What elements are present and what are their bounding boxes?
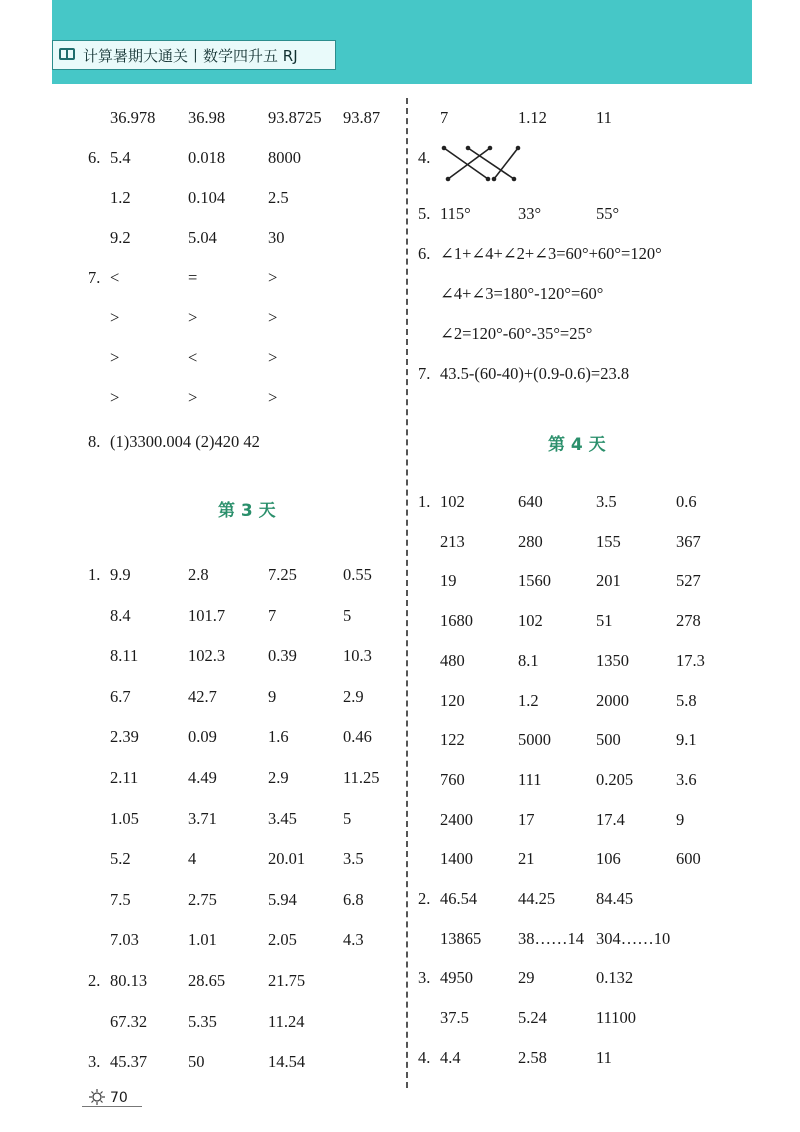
day3-answer-number: 3. [88, 1052, 101, 1072]
left-answer-number: 7. [88, 268, 101, 287]
left-answer-cell: 0.018 [188, 148, 226, 167]
day4-answer-cell: 19 [440, 571, 457, 591]
day4-answer-cell: 120 [440, 690, 465, 710]
diagram-dot [516, 146, 521, 151]
left-answer-cell: = [188, 268, 198, 287]
book-icon [59, 48, 77, 62]
day3-answer-cell: 1.6 [268, 727, 289, 747]
diagram-dot [512, 177, 517, 182]
day4-answer-cell: 1.2 [518, 690, 539, 710]
day3-answer-cell: 5.2 [110, 849, 131, 869]
day3-answer-cell: 5 [343, 808, 352, 828]
day4-answer-cell: 17 [518, 809, 535, 829]
day3-answer-number: 1. [88, 565, 101, 584]
q5-number: 5. [418, 204, 431, 223]
day4-answer-number: 4. [418, 1047, 431, 1067]
day3-answer-cell: 1.05 [110, 808, 139, 828]
left-answer-cell: > [110, 348, 120, 367]
page-number: 70 [110, 1090, 128, 1106]
day4-answer-cell: 280 [518, 531, 543, 551]
day3-answer-cell: 1.01 [188, 930, 217, 950]
day4-answer-cell: 51 [596, 611, 613, 631]
left-answer-cell: 36.978 [110, 108, 156, 127]
day4-answer-cell: 38……14 [518, 928, 584, 948]
q5-cell: 55° [596, 204, 620, 223]
day3-answer-cell: 21.75 [268, 971, 306, 990]
day3-answer-cell: 8.11 [110, 646, 139, 666]
day4-answer-cell: 2000 [596, 690, 629, 710]
day3-answer-number: 2. [88, 971, 101, 990]
day3-answer-cell: 2.05 [268, 930, 297, 950]
day3-answer-cell: 2.39 [110, 727, 139, 747]
day4-answer-cell: 2400 [440, 809, 473, 829]
left-answer-cell: 8000 [268, 148, 301, 167]
day3-answer-cell: 5.94 [268, 889, 297, 909]
left-answer-cell: 1.2 [110, 188, 131, 207]
sun-icon [88, 1088, 106, 1106]
day3-answer-cell: 28.65 [188, 971, 226, 990]
day4-answer-cell: 46.54 [440, 889, 478, 908]
left-answer-cell: < [110, 268, 120, 287]
day3-answer-cell: 20.01 [268, 849, 306, 869]
diagram-dot [442, 146, 447, 151]
day3-answer-cell: 2.75 [188, 889, 217, 909]
footer-rule [82, 1106, 142, 1107]
left-answer-number: 6. [88, 148, 101, 167]
day-3-heading: 第 3 天 [218, 501, 276, 521]
day4-answer-cell: 111 [518, 769, 542, 789]
day3-answer-cell: 7.03 [110, 930, 139, 950]
day3-answer-cell: 9 [268, 686, 277, 706]
day3-answer-cell: 2.11 [110, 768, 139, 787]
day4-answer-cell: 102 [440, 492, 465, 511]
left-answer-cell: > [188, 308, 198, 327]
day4-answer-cell: 9.1 [676, 730, 697, 750]
day4-answer-cell: 1560 [518, 571, 551, 591]
day3-answer-cell: 3.5 [343, 849, 364, 869]
day4-answer-cell: 0.6 [676, 492, 697, 511]
day4-answer-cell: 3.5 [596, 492, 617, 511]
day4-answer-cell: 278 [676, 611, 701, 631]
day4-answer-cell: 1680 [440, 611, 473, 631]
day3-answer-cell: 6.7 [110, 686, 131, 706]
day4-answer-cell: 213 [440, 531, 465, 551]
day3-answer-cell: 5 [343, 605, 352, 625]
day4-answer-cell: 2.58 [518, 1047, 547, 1067]
day4-answer-cell: 13865 [440, 928, 482, 948]
day4-answer-number: 1. [418, 492, 431, 511]
day3-answer-cell: 50 [188, 1052, 205, 1072]
day4-answer-cell: 4950 [440, 968, 473, 988]
day3-answer-cell: 6.8 [343, 889, 364, 909]
left-answer-cell: 9.2 [110, 228, 131, 247]
day3-answer-cell: 4 [188, 849, 197, 869]
day3-answer-cell: 7.5 [110, 889, 131, 909]
left-answer-cell: 93.87 [343, 108, 381, 127]
left-answer-cell: 5.04 [188, 228, 217, 247]
diagram-dot [446, 177, 451, 182]
day4-answer-cell: 155 [596, 531, 621, 551]
day4-answer-cell: 44.25 [518, 889, 556, 908]
day4-answer-cell: 3.6 [676, 769, 697, 789]
day3-answer-cell: 8.4 [110, 605, 131, 625]
day3-answer-cell: 11.24 [268, 1011, 305, 1031]
day3-answer-cell: 11.25 [343, 768, 380, 787]
day3-answer-cell: 67.32 [110, 1011, 148, 1031]
left-answer-cell: > [110, 388, 120, 407]
day3-answer-cell: 101.7 [188, 605, 226, 625]
day3-answer-cell: 7 [268, 605, 277, 625]
day4-answer-cell: 367 [676, 531, 701, 551]
day4-answer-cell: 102 [518, 611, 543, 631]
left-answer-cell: 0.104 [188, 188, 226, 207]
q7-answer: 43.5-(60-40)+(0.9-0.6)=23.8 [440, 364, 630, 383]
left-answer-cell: 2.5 [268, 188, 289, 207]
day4-answer-cell: 8.1 [518, 650, 539, 670]
day3-answer-cell: 2.9 [268, 768, 289, 787]
day3-answer-cell: 42.7 [188, 686, 217, 706]
day3-answer-cell: 7.25 [268, 565, 297, 584]
day4-answer-cell: 122 [440, 730, 465, 750]
q6-line: ∠4+∠3=180°-120°=60° [440, 284, 604, 303]
day4-answer-cell: 29 [518, 968, 535, 988]
right-answer-cell: 1.12 [518, 108, 547, 127]
day3-answer-cell: 80.13 [110, 971, 148, 990]
diagram-dot [466, 146, 471, 151]
right-answer-cell: 7 [440, 108, 449, 127]
left-answer-cell: > [268, 348, 278, 367]
day4-answer-cell: 17.3 [676, 650, 705, 670]
day4-answer-number: 3. [418, 968, 431, 988]
header-title: 计算暑期大通关丨数学四升五 RJ [83, 46, 298, 65]
day4-answer-cell: 1350 [596, 650, 629, 670]
left-answer-cell: > [268, 308, 278, 327]
diagram-dot [486, 177, 491, 182]
diagram-line-3 [468, 148, 514, 179]
day4-answer-cell: 600 [676, 849, 701, 869]
day3-answer-cell: 2.8 [188, 565, 209, 584]
q6-line: ∠2=120°-60°-35°=25° [440, 324, 593, 343]
day4-answer-cell: 17.4 [596, 809, 625, 829]
q6-line: ∠1+∠4+∠2+∠3=60°+60°=120° [440, 244, 662, 263]
day4-answer-cell: 640 [518, 492, 543, 511]
left-answer-cell: 30 [268, 228, 285, 247]
left-answer-cell: > [188, 388, 198, 407]
left-answer-cell: 5.4 [110, 148, 131, 167]
day4-answer-cell: 1400 [440, 849, 473, 869]
q5-cell: 33° [518, 204, 542, 223]
day3-answer-cell: 3.45 [268, 808, 297, 828]
day4-answer-cell: 5.24 [518, 1008, 547, 1028]
day3-answer-cell: 0.55 [343, 565, 372, 584]
day4-answer-number: 2. [418, 889, 431, 908]
day4-answer-cell: 84.45 [596, 889, 634, 908]
left-answer-cell: > [110, 308, 120, 327]
day3-answer-cell: 0.09 [188, 727, 217, 747]
day4-answer-cell: 106 [596, 849, 621, 869]
q4-number: 4. [418, 148, 431, 167]
day4-answer-cell: 21 [518, 849, 535, 869]
day4-answer-cell: 4.4 [440, 1047, 461, 1067]
day3-answer-cell: 9.9 [110, 565, 131, 584]
diagram-dot [488, 146, 493, 151]
day4-answer-cell: 37.5 [440, 1008, 469, 1028]
day3-answer-cell: 102.3 [188, 646, 226, 666]
day4-answer-cell: 11100 [596, 1008, 637, 1028]
day4-answer-cell: 0.205 [596, 769, 634, 789]
line-diagram [438, 142, 524, 184]
day4-answer-cell: 0.132 [596, 968, 634, 988]
q6-number: 6. [418, 244, 431, 263]
day3-answer-cell: 5.35 [188, 1011, 217, 1031]
day3-answer-cell: 45.37 [110, 1052, 148, 1072]
day4-answer-cell: 5.8 [676, 690, 697, 710]
right-answer-cell: 11 [596, 108, 612, 127]
diagram-line-1 [444, 148, 488, 179]
day4-answer-cell: 480 [440, 650, 465, 670]
day3-answer-cell: 14.54 [268, 1052, 306, 1072]
day3-answer-cell: 0.46 [343, 727, 372, 747]
left-answer-cell: > [268, 268, 278, 287]
day3-answer-cell: 4.49 [188, 768, 217, 787]
q7-number: 7. [418, 364, 431, 383]
diagram-line-2 [448, 148, 490, 179]
day3-answer-cell: 0.39 [268, 646, 297, 666]
day3-answer-cell: 10.3 [343, 646, 372, 666]
q8-number: 8. [88, 432, 101, 451]
q8-answer: (1)3300.004 (2)420 42 [110, 432, 260, 451]
diagram-dot [492, 177, 497, 182]
left-answer-cell: 36.98 [188, 108, 226, 127]
left-answer-cell: 93.8725 [268, 108, 322, 127]
day4-answer-cell: 201 [596, 571, 621, 591]
day4-answer-cell: 11 [596, 1047, 612, 1067]
day4-answer-cell: 500 [596, 730, 621, 750]
day4-answer-cell: 9 [676, 809, 685, 829]
header-title-box [52, 40, 336, 70]
q5-cell: 115° [440, 204, 471, 223]
day4-answer-cell: 760 [440, 769, 465, 789]
day3-answer-cell: 4.3 [343, 930, 364, 950]
day-4-heading: 第 4 天 [548, 435, 606, 455]
column-divider [406, 98, 408, 1088]
left-answer-cell: < [188, 348, 198, 367]
day4-answer-cell: 5000 [518, 730, 551, 750]
day3-answer-cell: 3.71 [188, 808, 217, 828]
day4-answer-cell: 527 [676, 571, 701, 591]
day3-answer-cell: 2.9 [343, 686, 364, 706]
left-answer-cell: > [268, 388, 278, 407]
day4-answer-cell: 304……10 [596, 928, 671, 948]
